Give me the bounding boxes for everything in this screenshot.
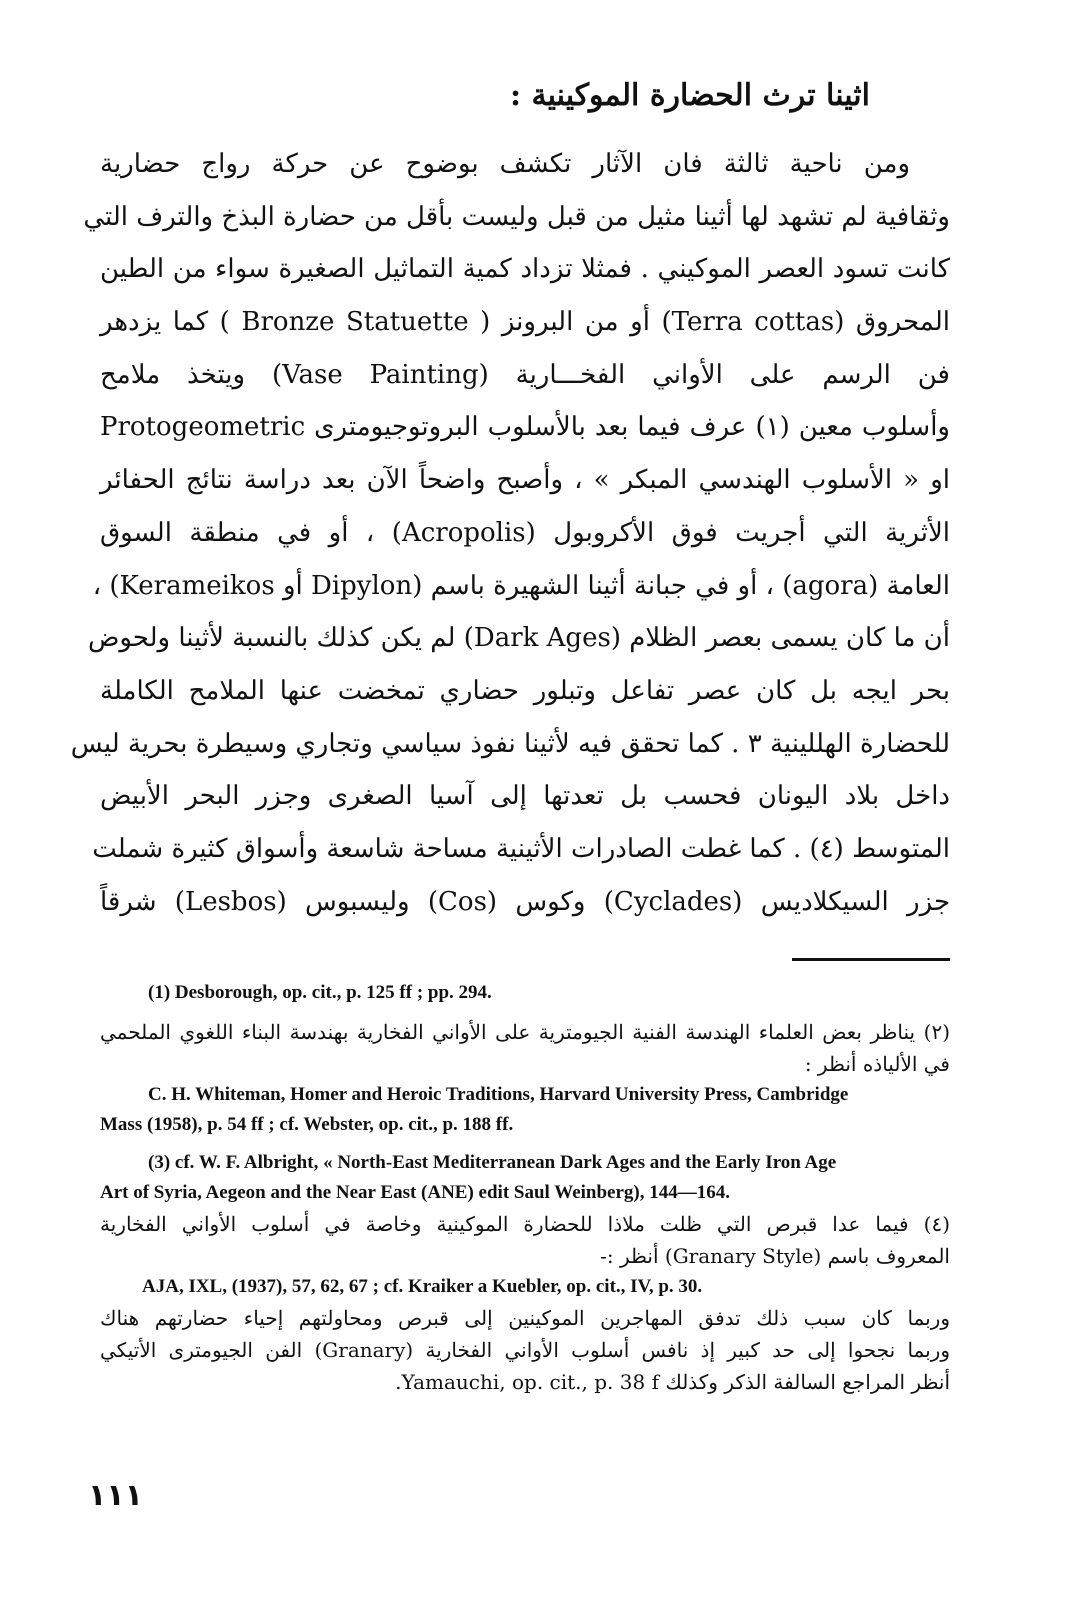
footnote-1: (1) Desborough, op. cit., p. 125 ff ; pp. 294. <box>148 982 492 1003</box>
section-heading: اثينا ترث الحضارة الموكينية : <box>510 78 870 113</box>
body-line: المتوسط (٤) . كما غطت الصادرات الأثينية مساحة شاسعة وأسواق كثيرة شملت <box>92 833 950 864</box>
footnote-4-arabic: (٤) فيما عدا قبرص التي ظلت ملاذا للحضارة الموكينية وخاصة في أسلوب الأواني الفخارية <box>100 1212 950 1236</box>
body-line: وثقافية لم تشهد لها أثينا مثيل من قبل وليست بأقل من حضارة البذخ والترف التي <box>83 201 950 232</box>
body-line: وأسلوب معين (١) عرف فيما بعد بالأسلوب البروتوجيومترى Protogeometric <box>100 412 950 443</box>
footnote-2-arabic: (٢) يناظر بعض العلماء الهندسة الفنية الجيومترية على الأواني الفخارية بهندسة البناء اللغوي الملحمي <box>100 1020 950 1044</box>
footnote-4-reference: AJA, IXL, (1937), 57, 62, 67 ; cf. Kraiker a Kuebler, op. cit., IV, p. 30. <box>142 1276 703 1297</box>
body-line: او « الأسلوب الهندسي المبكر » ، وأصبح واضحاً الآن بعد دراسة نتائج الحفائر <box>100 465 950 496</box>
body-line: المحروق (Terra cottas) أو من البرونز ( Bronze Statuette ) كما يزدهر <box>100 307 950 338</box>
body-line: كانت تسود العصر الموكيني . فمثلا تزداد كمية التماثيل الصغيرة سواء من الطين <box>100 254 950 285</box>
page-number: ١١١ <box>88 1478 143 1513</box>
footnotes <box>100 978 950 1398</box>
body-line: للحضارة الهللينية ٣ . كما تحقق فيه لأثينا نفوذ سياسي وتجاري وسيطرة بحرية ليس <box>70 728 950 759</box>
body-line: العامة (agora) ، أو في جبانة أثينا الشهيرة باسم (Dipylon أو Kerameikos) ، <box>92 570 950 601</box>
footnote-2-arabic-cont: في الألياذه أنظر : <box>804 1052 950 1076</box>
body-line: داخل بلاد اليونان فحسب بل تعدتها إلى آسيا الصغرى وجزر البحر الأبيض <box>100 781 950 812</box>
body-line: أن ما كان يسمى بعصر الظلام (Dark Ages) لم يكن كذلك بالنسبة لأثينا ولحوض <box>87 623 950 654</box>
footnote-divider <box>792 958 950 961</box>
footnote-4-arabic-note: وربما كان سبب ذلك تدفق المهاجرين الموكينين إلى قبرص ومحاولتهم إحياء حضارتهم هناك <box>100 1306 950 1330</box>
body-line: جزر السيكلاديس (Cyclades) وكوس (Cos) وليسبوس (Lesbos) شرقاً <box>100 886 951 917</box>
body-line: الأثرية التي أجريت فوق الأكروبول (Acropolis) ، أو في منطقة السوق <box>100 517 950 548</box>
body-line: فن الرسم على الأواني الفخـــارية (Vase Painting) ويتخذ ملامح <box>100 359 950 390</box>
footnote-4-arabic-note-cont: وربما نجحوا إلى حد كبير إذ نافس أسلوب الأواني الفخارية (Granary) الفن الجيومترى الأتيكي <box>100 1338 950 1362</box>
footnote-3-cont: Art of Syria, Aegeon and the Near East (ANE) edit Saul Weinberg), 144—164. <box>100 1182 730 1203</box>
body-line: ومن ناحية ثالثة فان الآثار تكشف بوضوح عن حركة رواج حضارية <box>100 149 910 179</box>
footnote-3: (3) cf. W. F. Albright, « North-East Mediterranean Dark Ages and the Early Iron Age <box>148 1152 837 1173</box>
body-text <box>70 138 951 928</box>
footnote-4-arabic-cont: المعروف باسم (Granary Style) أنظر :- <box>600 1244 950 1268</box>
footnote-4-arabic-note-end: أنظر المراجع السالفة الذكر وكذلك Yamauchi, op. cit., p. 38 f. <box>395 1370 950 1394</box>
body-line: بحر ايجه بل كان عصر تفاعل وتبلور حضاري تمخضت عنها الملامح الكاملة <box>100 675 950 706</box>
footnote-2-reference-cont: Mass (1958), p. 54 ff ; cf. Webster, op. cit., p. 188 ff. <box>100 1114 514 1135</box>
footnote-2-reference: C. H. Whiteman, Homer and Heroic Traditions, Harvard University Press, Cambridge <box>148 1084 849 1105</box>
